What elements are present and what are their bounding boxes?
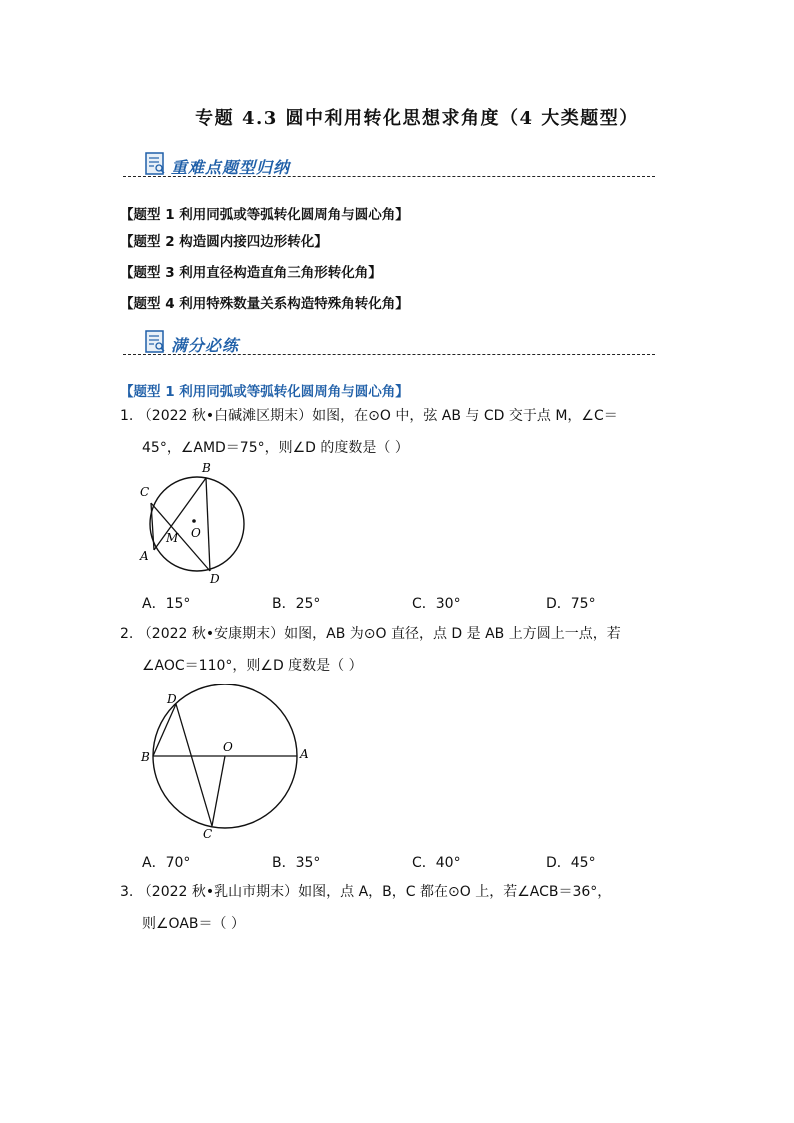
section-summary-label: 重难点题型归纳 [171,158,291,177]
figure-label-D: D [210,572,220,586]
type-item-3: 【题型 3 利用直径构造直角三角形转化角】 [120,265,382,281]
figure-label-D: D [167,692,177,706]
question-1-figure [135,458,255,588]
option-c[interactable]: C．40° [412,855,461,871]
figure-label-A: A [300,747,309,761]
question-2-line1: 2. （2022 秋•安康期末）如图，AB 为⊙O 直径，点 D 是 AB 上方圆上一点，若 [120,626,621,642]
question-1-line1: 1. （2022 秋•白碱滩区期末）如图，在⊙O 中，弦 AB 与 CD 交于点 M，∠C＝ [120,408,618,424]
option-b[interactable]: B．35° [272,855,321,871]
figure-label-B: B [202,461,211,475]
option-a[interactable]: A．15° [142,596,191,612]
figure-label-O: O [223,740,233,754]
option-d[interactable]: D．75° [546,596,596,612]
question-2-figure [138,684,318,844]
question-3 [120,876,680,940]
type-item-2: 【题型 2 构造圆内接四边形转化】 [120,234,328,250]
section-summary-heading [145,152,655,180]
type-item-1: 【题型 1 利用同弧或等弧转化圆周角与圆心角】 [120,207,409,223]
figure-label-A: A [140,549,149,563]
page-title: 专题 4.3 圆中利用转化思想求角度（4 大类题型） [195,108,639,129]
figure-label-O: O [191,526,201,540]
question-1-options [142,593,682,613]
option-a[interactable]: A．70° [142,855,191,871]
question-1 [120,400,680,464]
question-2 [120,618,680,682]
question-3-line1: 3. （2022 秋•乳山市期末）如图，点 A，B，C 都在⊙O 上，若∠ACB＝36°， [120,884,612,900]
question-1-line2: 45°，∠AMD＝75°，则∠D 的度数是（ ） [142,440,409,456]
document-search-icon [145,330,167,354]
section-practice-heading [145,330,655,358]
figure-label-C: C [140,485,150,499]
question-3-line2: 则∠OAB＝（ ） [142,916,245,932]
document-search-icon [145,152,167,176]
divider [123,354,655,355]
option-b[interactable]: B．25° [272,596,321,612]
option-c[interactable]: C．30° [412,596,461,612]
section-practice-label: 满分必练 [171,336,240,355]
practice-type-heading: 【题型 1 利用同弧或等弧转化圆周角与圆心角】 [120,384,409,400]
question-2-options [142,852,682,872]
question-2-line2: ∠AOC＝110°，则∠D 度数是（ ） [142,658,363,674]
figure-label-B: B [141,750,150,764]
option-d[interactable]: D．45° [546,855,596,871]
figure-label-M: M [166,531,179,545]
figure-label-C: C [203,827,213,841]
divider [123,176,655,177]
type-item-4: 【题型 4 利用特殊数量关系构造特殊角转化角】 [120,296,409,312]
